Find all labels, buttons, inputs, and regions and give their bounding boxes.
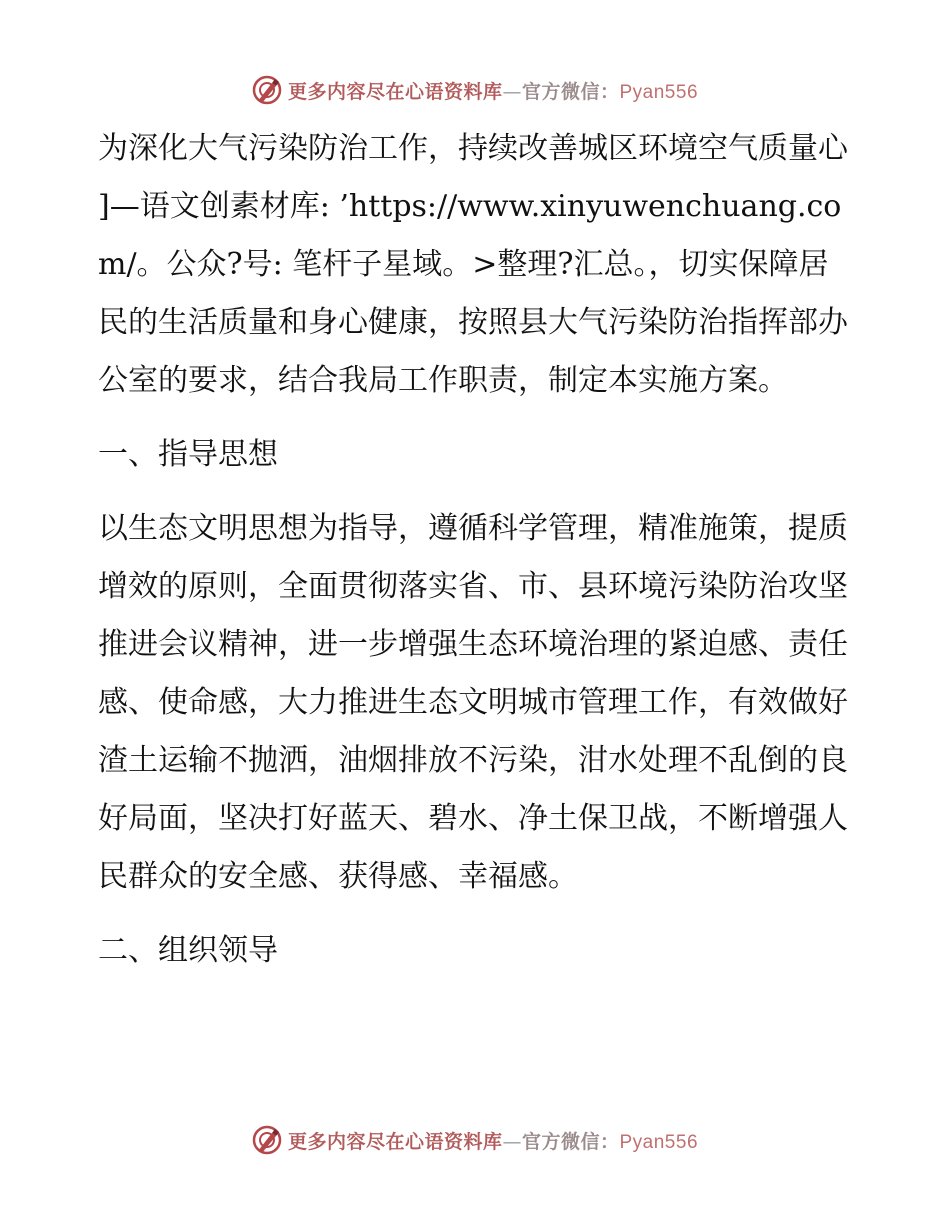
banner-wechat-label: 官方微信： <box>521 80 620 103</box>
section-heading-guiding-ideology: 一、指导思想 <box>98 437 278 472</box>
pen-logo-icon <box>252 75 282 105</box>
banner-wechat-label: 官方微信： <box>521 1130 620 1153</box>
banner-brand-text: 更多内容尽在心语资料库 <box>287 1130 503 1153</box>
footer-banner <box>0 1120 950 1160</box>
pen-logo-icon <box>252 1125 282 1155</box>
banner-wechat-id: Pyan556 <box>619 1131 699 1153</box>
intro-paragraph: 为深化大气污染防治工作，持续改善城区环境空气质量心]—语文创素材库: ’https://www.xinyuwenchuang.com/。公众?号: 笔杆子星域。>整理?汇总。，切实保障居民的生活质量和身心健康，按照县大气污染防治指挥部办公室的要求，结合我局工作职责，制定本实施方案。 <box>98 131 848 398</box>
guiding-ideology-paragraph: 以生态文明思想为指导，遵循科学管理，精准施策，提质增效的原则，全面贯彻落实省、市、县环境污染防治攻坚推进会议精神，进一步增强生态环境治理的紧迫感、责任感、使命感，大力推进生态文明城市管理工作，有效做好渣土运输不抛洒，油烟排放不污染，泔水处理不乱倒的良好局面，坚决打好蓝天、碧水、净土保卫战，不断增强人民群众的安全感、获得感、幸福感。 <box>98 511 848 894</box>
header-banner <box>0 70 950 110</box>
banner-separator: — <box>502 80 522 103</box>
section-heading-organization: 二、组织领导 <box>98 933 278 968</box>
banner-wechat-id: Pyan556 <box>619 81 699 103</box>
banner-separator: — <box>502 1130 522 1153</box>
document-body <box>98 120 858 980</box>
banner-brand-text: 更多内容尽在心语资料库 <box>287 80 503 103</box>
